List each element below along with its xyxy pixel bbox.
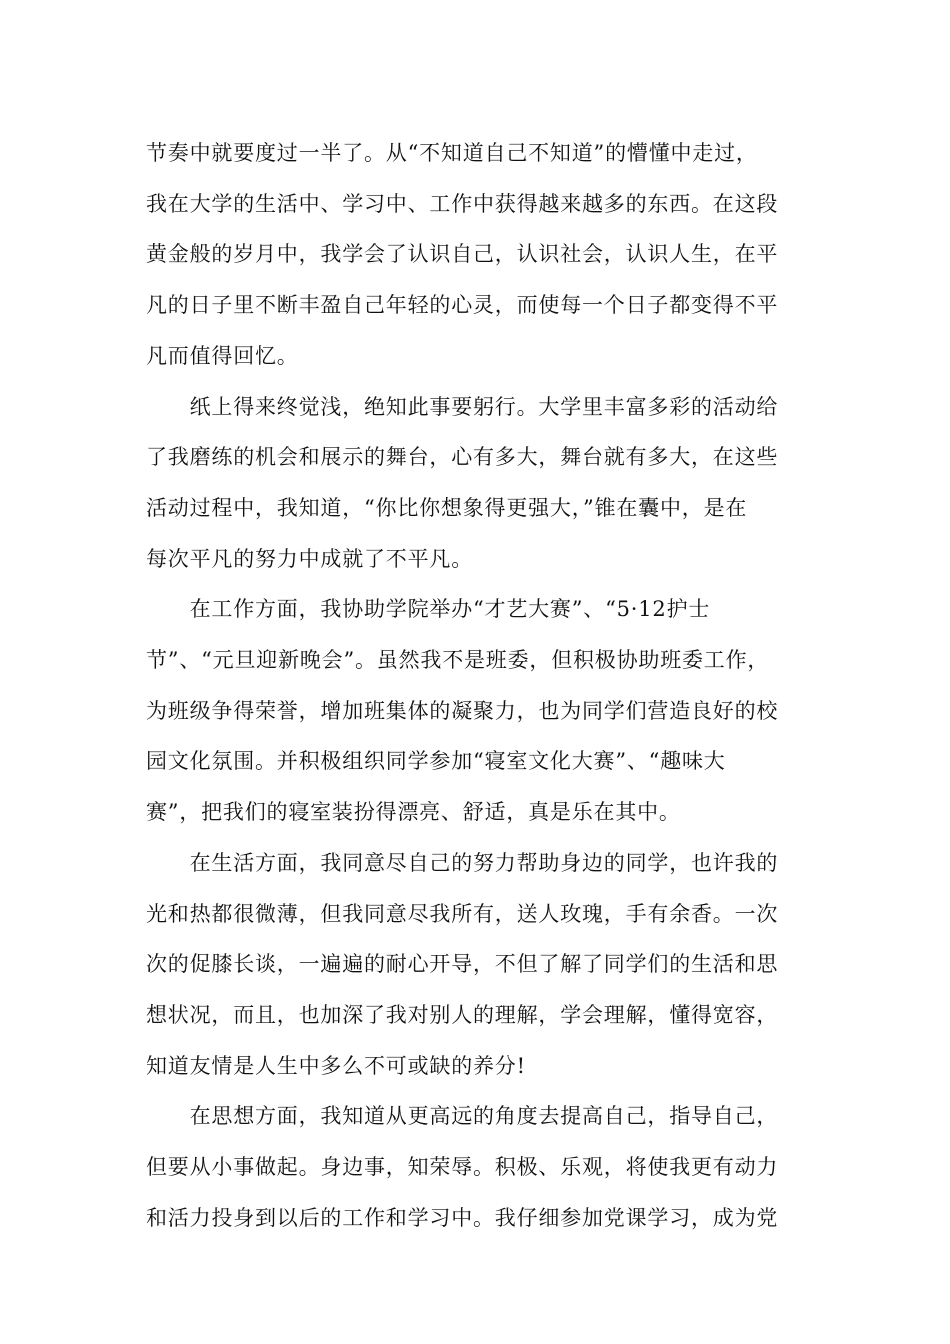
document-body bbox=[146, 128, 826, 1243]
paragraph-work: 在工作方面，我协助学院举办“才艺大赛”、“5·12护士 节”、“元旦迎新晚会”。虽然我不是班委，但积极协助班委工作， 为班级争得荣誉，增加班集体的凝聚力，也为同学们营造良好的校 园文化氛围。并积极组织同学参加“寝室文化大赛”、“趣味大 赛”，把我们的寝室装扮得漂亮、舒适，真是乐在其中。 bbox=[146, 597, 779, 825]
paragraph-practice: 纸上得来终觉浅，绝知此事要躬行。大学里丰富多彩的活动给 了我磨练的机会和展示的舞台，心有多大，舞台就有多大，在这些 活动过程中，我知道，“你比你想象得更强大，”锥在囊中，是在 每次平凡的努力中成就了不平凡。 bbox=[146, 394, 779, 571]
paragraph-thought: 在思想方面，我知道从更高远的角度去提高自己，指导自己， 但要从小事做起。身边事，知荣辱。积极、乐观，将使我更有动力 和活力投身到以后的工作和学习中。我仔细参加党课学习，成为党 bbox=[146, 1104, 779, 1230]
paragraph-continuation: 节奏中就要度过一半了。从“不知道自己不知道”的懵懂中走过， 我在大学的生活中、学习中、工作中获得越来越多的东西。在这段 黄金般的岁月中，我学会了认识自己，认识社会，认识人生，在平 凡的日子里不断丰盈自己年轻的心灵，而使每一个日子都变得不平 凡而值得回忆。 bbox=[146, 141, 779, 368]
paragraph-life: 在生活方面，我同意尽自己的努力帮助身边的同学，也许我的 光和热都很微薄，但我同意尽我所有，送人玫瑰，手有余香。一次 次的促膝长谈，一遍遍的耐心开导，不但了解了同学们的生活和思 想状况，而且，也加深了我对别人的理解，学会理解，懂得宽容， 知道友情是人生中多么不可或缺的养分! bbox=[146, 850, 779, 1078]
